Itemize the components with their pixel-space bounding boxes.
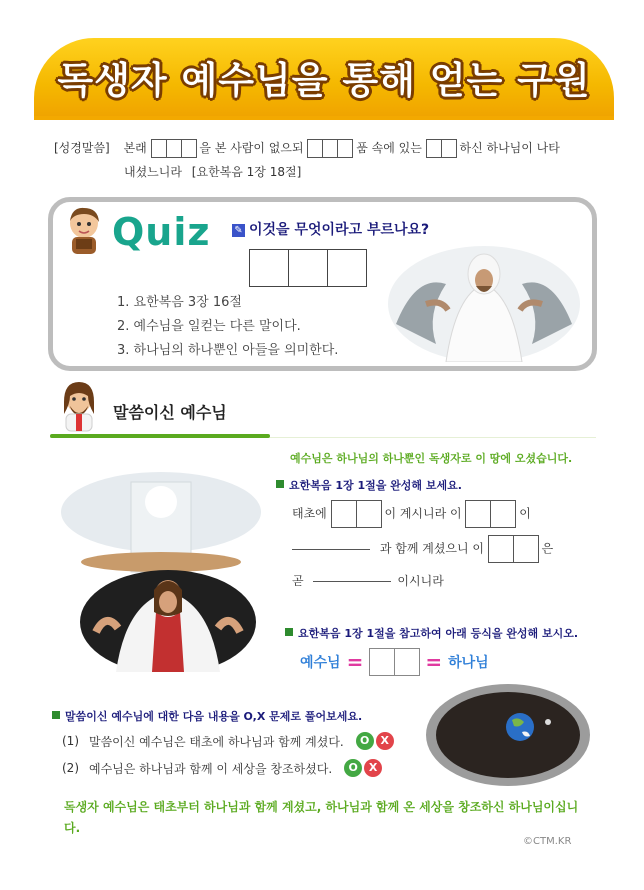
answer-box[interactable]	[307, 139, 323, 158]
question-2-text: 요한복음 1장 1절을 참고하여 아래 등식을 완성해 보시오.	[298, 627, 579, 640]
o-button[interactable]: O	[356, 732, 374, 750]
page-title: 독생자 예수님을 통해 얻는 구원	[57, 59, 591, 102]
equation	[300, 648, 489, 676]
question-2	[285, 625, 578, 641]
answer-box[interactable]	[356, 500, 382, 528]
jesus-character-icon	[58, 380, 100, 432]
quiz-answer-box[interactable]	[249, 249, 289, 287]
answer-box[interactable]	[331, 500, 357, 528]
hint-item: 3. 하나님의 하나뿐인 아들을 의미한다.	[117, 343, 339, 358]
x-button[interactable]: X	[364, 759, 382, 777]
jesus-heaven-illustration	[56, 462, 266, 672]
verse-part1: 본래	[123, 141, 147, 155]
fill-text: 이	[519, 506, 531, 521]
answer-blank[interactable]	[292, 549, 370, 550]
answer-box[interactable]	[488, 535, 514, 563]
boy-character-icon	[62, 205, 106, 255]
answer-box[interactable]	[369, 648, 395, 676]
answer-blank[interactable]	[313, 581, 391, 582]
question-1-text: 요한복음 1장 1절을 완성해 보세요.	[289, 479, 462, 492]
equation-left: 예수님	[300, 655, 341, 671]
answer-box[interactable]	[166, 139, 182, 158]
ox-item	[62, 732, 394, 750]
quiz-heading: Quiz	[112, 210, 211, 254]
answer-box[interactable]	[337, 139, 353, 158]
verse-label: [성경말씀]	[54, 141, 110, 155]
equals-sign: =	[425, 650, 443, 674]
fill-line-2	[292, 535, 553, 563]
question-icon: ✎	[232, 224, 245, 237]
o-button[interactable]: O	[344, 759, 362, 777]
answer-box[interactable]	[181, 139, 197, 158]
quiz-question	[232, 219, 429, 239]
fill-text: 태초에	[292, 506, 327, 521]
answer-box[interactable]	[513, 535, 539, 563]
section-underline	[50, 434, 270, 438]
quiz-answer-box[interactable]	[327, 249, 367, 287]
fill-line-3	[292, 572, 444, 589]
ox-number: (1)	[62, 734, 79, 748]
section-intro: 예수님은 하나님의 하나뿐인 독생자로 이 땅에 오셨습니다.	[290, 452, 573, 465]
x-button[interactable]: X	[376, 732, 394, 750]
ox-text: 예수님은 하나님과 함께 이 세상을 창조하셨다.	[89, 761, 333, 776]
title-banner	[34, 38, 614, 120]
jesus-illustration	[386, 244, 582, 362]
answer-box[interactable]	[322, 139, 338, 158]
equation-right: 하나님	[448, 655, 489, 671]
verse-part3: 품 속에 있는	[356, 141, 422, 155]
bullet-icon	[52, 711, 60, 719]
answer-box[interactable]	[441, 139, 457, 158]
ox-text: 말씀이신 예수님은 태초에 하나님과 함께 계셨다.	[89, 734, 344, 749]
earth-illustration	[424, 682, 592, 788]
question-1	[276, 477, 462, 493]
section-title: 말씀이신 예수님	[113, 403, 227, 422]
fill-text: 과 함께 계셨으니 이	[379, 541, 485, 556]
fill-text: 이 계시니라 이	[384, 506, 462, 521]
verse-reference: [요한복음 1장 18절]	[191, 165, 302, 179]
answer-box[interactable]	[151, 139, 167, 158]
verse-block	[54, 136, 594, 184]
question-3	[52, 708, 362, 724]
fill-text: 은	[541, 541, 554, 556]
quiz-hints	[117, 291, 338, 363]
hint-item: 2. 예수님을 일컫는 다른 말이다.	[117, 319, 301, 334]
verse-part4: 하신 하나님이 나타	[459, 141, 560, 155]
verse-part2: 을 본 사람이 없으되	[199, 141, 304, 155]
copyright: ©CTM.KR	[523, 836, 572, 847]
question-3-text: 말씀이신 예수님에 대한 다음 내용을 O,X 문제로 풀어보세요.	[65, 710, 363, 723]
answer-box[interactable]	[394, 648, 420, 676]
equals-sign: =	[346, 650, 364, 674]
answer-box[interactable]	[465, 500, 491, 528]
quiz-question-text: 이것을 무엇이라고 부르나요?	[249, 222, 430, 238]
fill-text: 곧	[292, 574, 304, 588]
bullet-icon	[285, 628, 293, 636]
bullet-icon	[276, 480, 284, 488]
fill-text: 이시니라	[397, 574, 444, 588]
fill-line-1	[292, 500, 531, 528]
hint-item: 1. 요한복음 3장 16절	[117, 295, 242, 310]
verse-line2: 내셨느니라	[124, 165, 182, 179]
ox-item	[62, 759, 382, 777]
quiz-answer-box[interactable]	[288, 249, 328, 287]
conclusion-text: 독생자 예수님은 태초부터 하나님과 함께 계셨고, 하나님과 함께 온 세상을 창조하신 하나님이십니다.	[64, 800, 579, 835]
quiz-answer-boxes	[249, 249, 366, 287]
answer-box[interactable]	[426, 139, 442, 158]
ox-number: (2)	[62, 761, 79, 775]
answer-box[interactable]	[490, 500, 516, 528]
